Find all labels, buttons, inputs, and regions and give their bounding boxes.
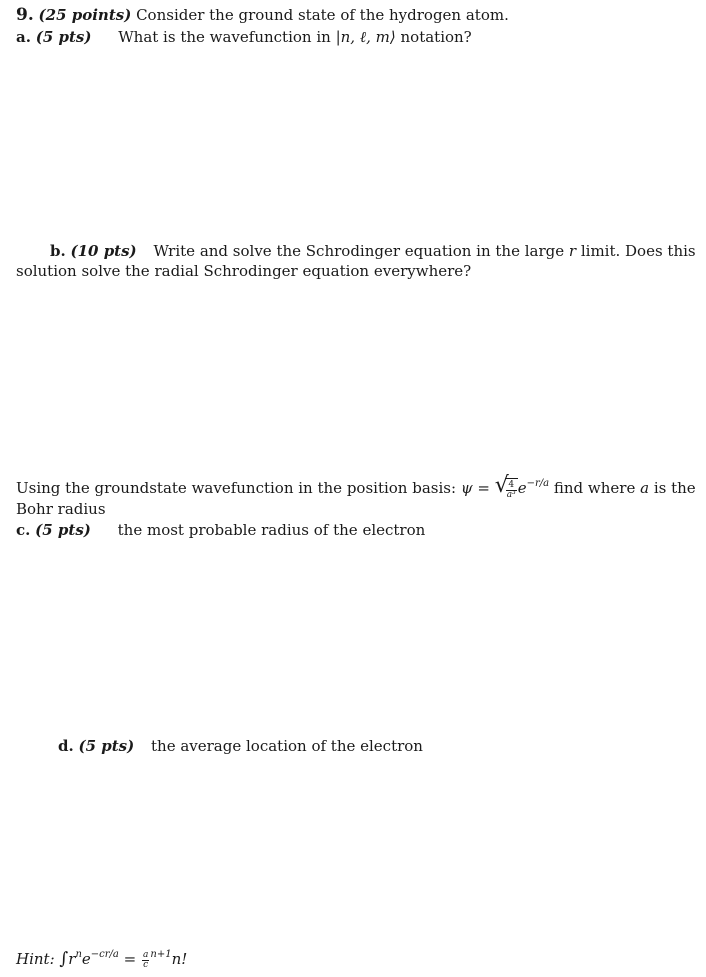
radical-sign: √: [494, 473, 509, 498]
part-b-line2: solution solve the radial Schrodinger equation everywhere?: [16, 262, 472, 280]
hint-power-n1: n+1: [150, 949, 172, 960]
part-d: [58, 737, 423, 755]
part-c-points: (5 pts): [35, 521, 91, 539]
groundstate-text-find: find where: [553, 478, 636, 497]
sqrt-radical: [494, 473, 518, 500]
hint-factorial: n!: [171, 950, 188, 968]
norm-fraction-num: 4: [506, 481, 517, 491]
part-b-text: Write and solve the Schrodinger equation in the large: [153, 242, 565, 260]
part-a-text-before: What is the wavefunction in: [118, 28, 331, 46]
hint-fraction-den: c: [143, 959, 149, 970]
part-b-line1-end: limit. Does this: [580, 242, 696, 260]
hint-exp-base: e: [81, 950, 91, 968]
exp-base: e: [517, 478, 527, 497]
integral-sign: ∫: [59, 949, 69, 969]
hint: [16, 950, 187, 970]
part-a-points: (5 pts): [35, 28, 92, 46]
part-c-label: c.: [16, 521, 31, 539]
part-d-label: d.: [58, 737, 74, 755]
hint-fraction: [142, 951, 149, 970]
hint-label: Hint:: [16, 950, 55, 968]
question-header: [16, 6, 509, 24]
part-a: [16, 28, 472, 46]
part-d-text: the average location of the electron: [151, 737, 423, 755]
hint-exponent: −cr/a: [90, 949, 119, 960]
part-b-line1: [50, 242, 696, 260]
groundstate-text-before: Using the groundstate wavefunction in the position basis:: [16, 478, 457, 497]
part-b-var-r: r: [568, 242, 577, 260]
groundstate-line1: [16, 473, 696, 500]
question-number: 9.: [16, 5, 34, 25]
hint-equals: =: [123, 950, 137, 968]
part-b-points: (10 pts): [70, 242, 137, 260]
groundstate-text-is-the: is the: [653, 478, 696, 497]
part-a-ket: |n, ℓ, m⟩: [335, 28, 396, 46]
part-d-points: (5 pts): [78, 737, 135, 755]
part-c-text: the most probable radius of the electron: [117, 521, 426, 539]
part-a-text-after: notation?: [400, 28, 472, 46]
norm-fraction-den: a³: [506, 489, 516, 500]
question-intro: Consider the ground state of the hydrogen atom.: [136, 6, 509, 24]
part-b-label: b.: [50, 242, 66, 260]
hint-integrand: r: [68, 950, 76, 968]
psi-symbol: ψ: [460, 478, 473, 497]
hint-power-n: n: [75, 949, 82, 960]
equals-sign: =: [477, 478, 490, 497]
exp-exponent: −r/a: [526, 477, 550, 489]
groundstate-var-a: a: [640, 478, 650, 497]
part-a-label: a.: [16, 28, 31, 46]
groundstate-line2: Bohr radius: [16, 500, 106, 518]
part-c: [16, 521, 425, 539]
question-points: (25 points): [38, 6, 132, 24]
hint-fraction-num: a: [143, 949, 149, 960]
